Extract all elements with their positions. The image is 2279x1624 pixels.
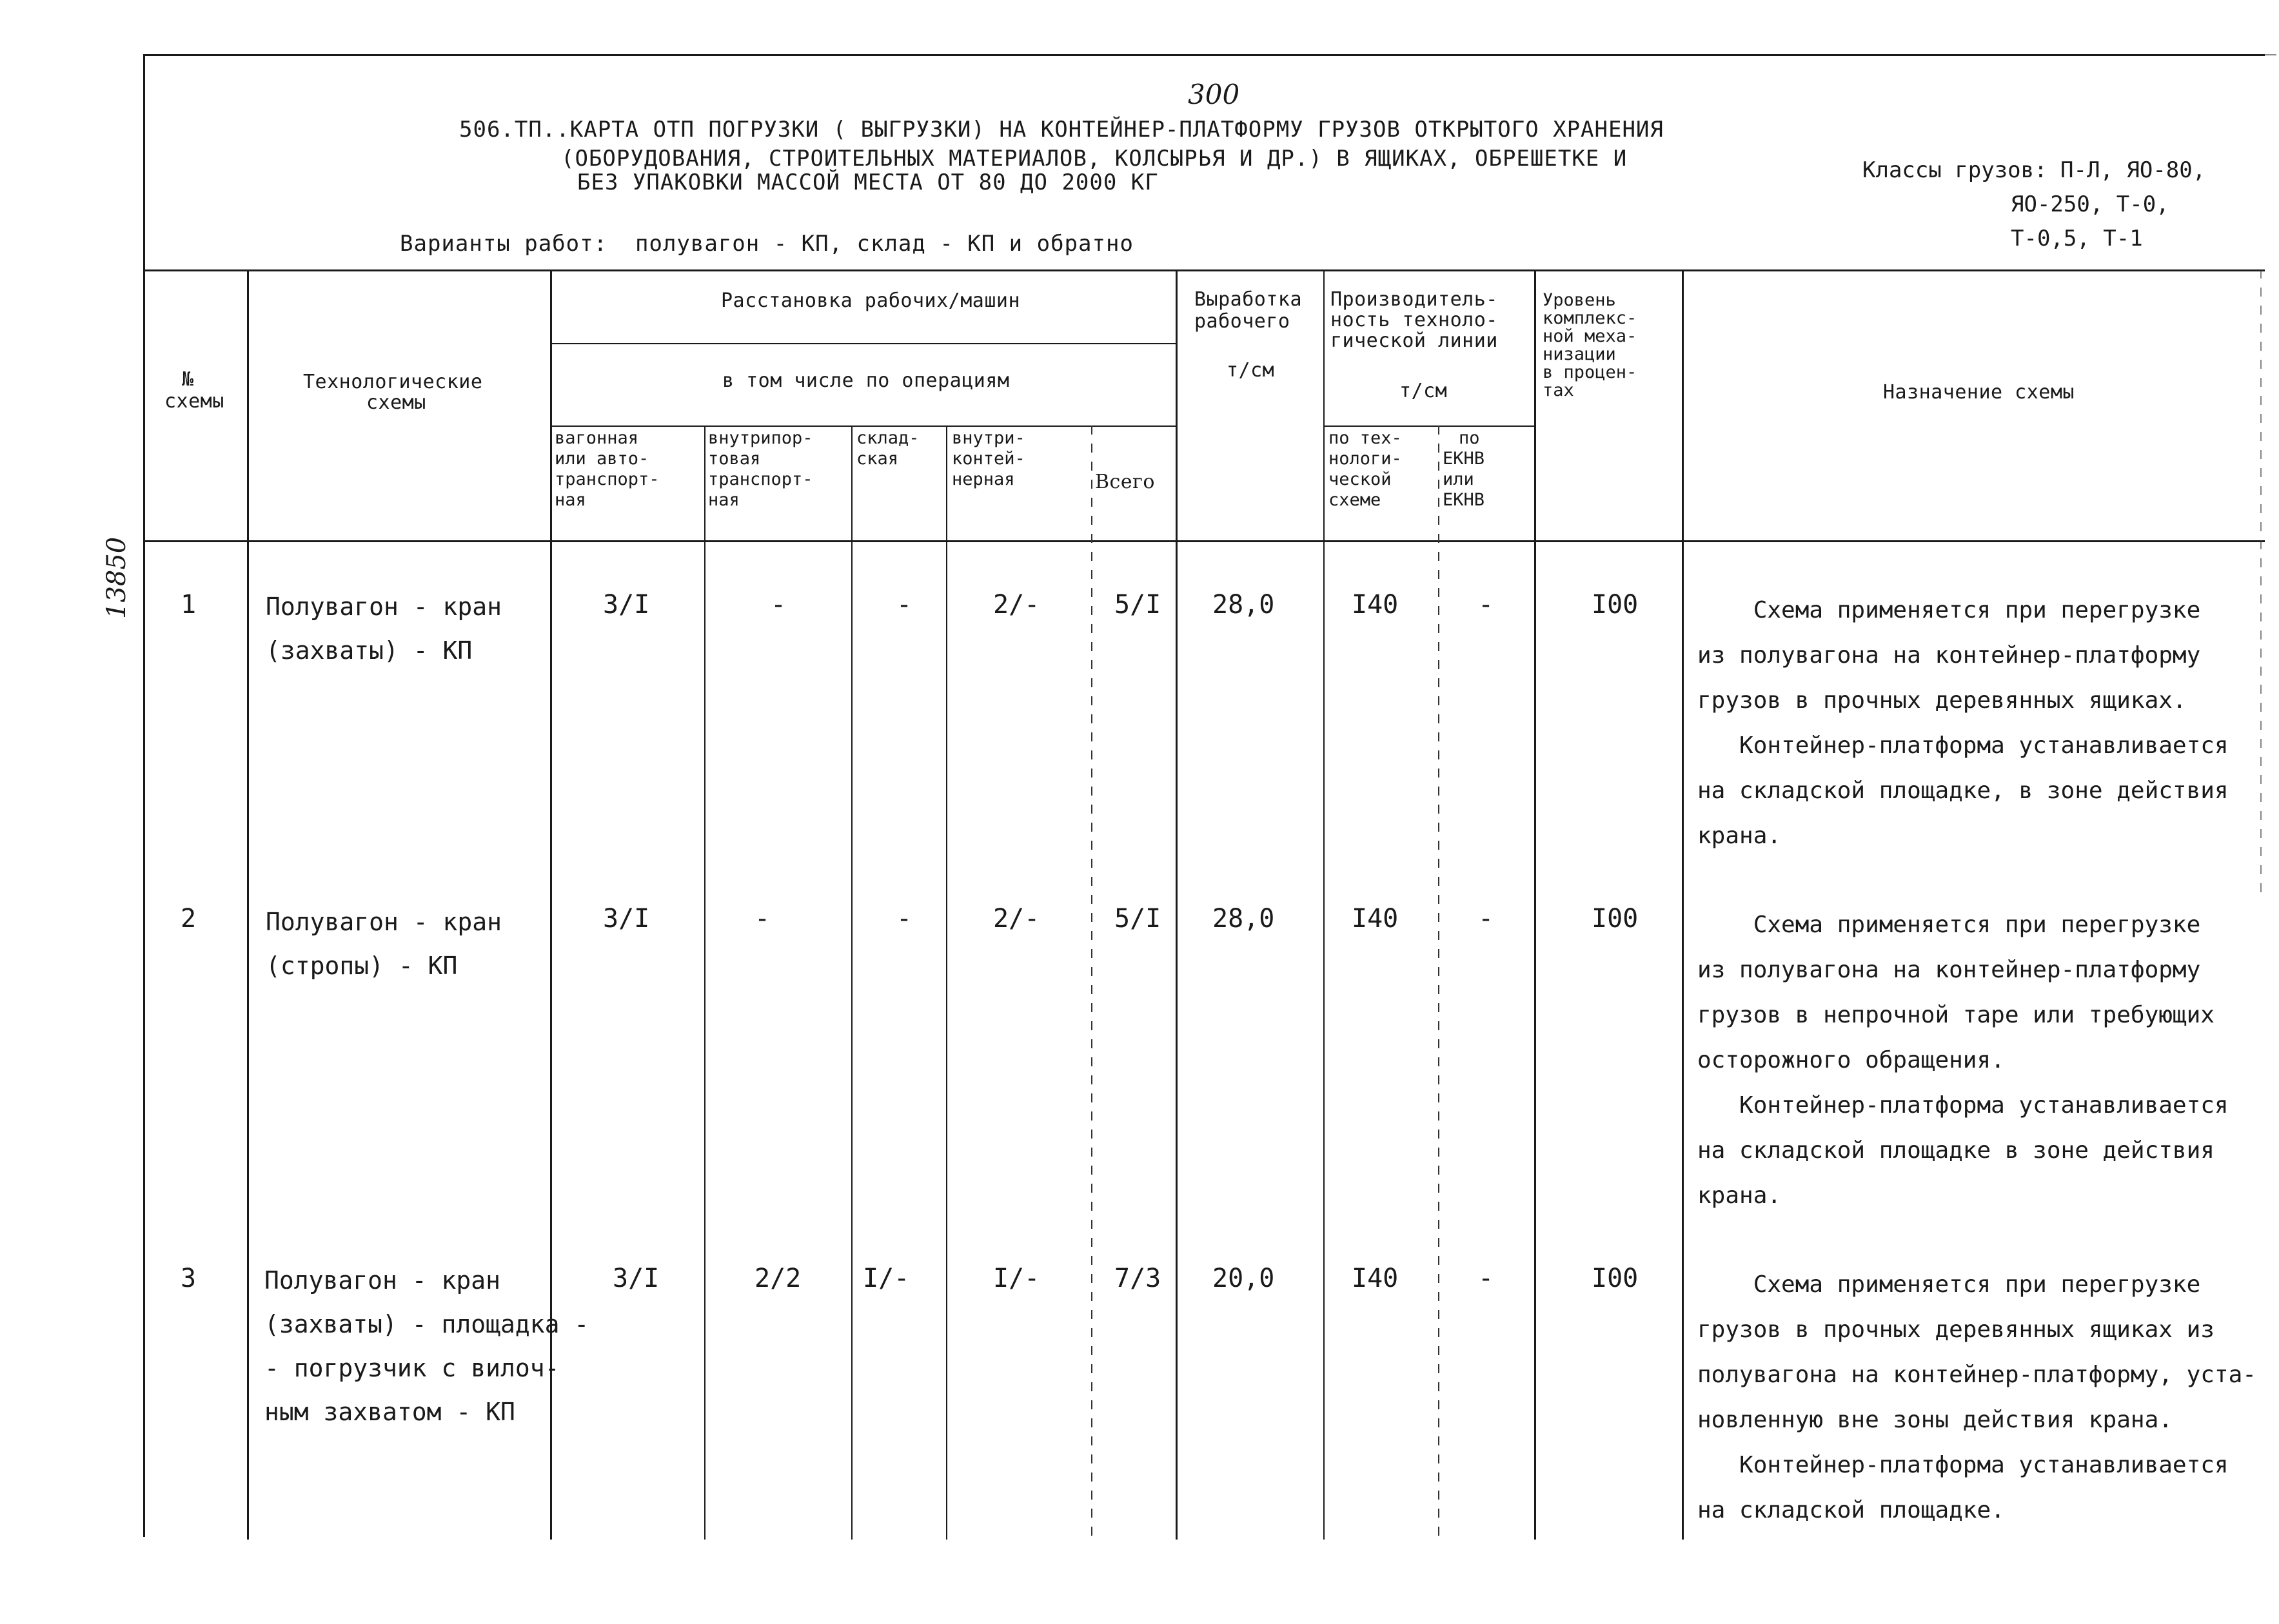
row3-sklad: I/- <box>863 1264 910 1293</box>
row1-kont: 2/- <box>993 590 1040 620</box>
top-border-tail <box>2147 54 2276 55</box>
col-line-11 <box>1682 269 1684 1540</box>
row1-prod-ekn: - <box>1478 590 1494 620</box>
row2-purpose-3: грузов в непрочной таре или требующих <box>1697 1002 2215 1028</box>
left-border <box>143 54 145 1537</box>
row2-purpose-5: Контейнер-платформа устанавливается <box>1697 1092 2229 1119</box>
page-number: 300 <box>1188 79 1240 110</box>
row1-port: - <box>771 590 787 620</box>
row2-mech: I00 <box>1592 904 1639 934</box>
hdr-output-1: Выработка <box>1194 288 1303 311</box>
hdr-op-port-1: внутрипор- <box>708 428 813 448</box>
row3-no: 3 <box>181 1264 197 1293</box>
title-line-2: (ОБОРУДОВАНИЯ, СТРОИТЕЛЬНЫХ МАТЕРИАЛОВ, КОЛСЫРЬЯ И ДР.) В ЯЩИКАХ, ОБРЕШЕТКЕ И <box>561 146 1628 171</box>
hdr-prod-ekn-3: или <box>1443 469 1474 489</box>
hdr-op-vagon-1: вагонная <box>555 428 639 448</box>
row2-purpose-4: осторожного обращения. <box>1697 1047 2005 1073</box>
header-bottom-border <box>143 540 2265 542</box>
row2-prod-tech: I40 <box>1352 904 1399 934</box>
row2-purpose-2: из полувагона на контейнер-платформу <box>1697 957 2201 983</box>
row3-purpose-1: Схема применяется при перегрузке <box>1697 1271 2201 1298</box>
row1-purpose-4: Контейнер-платформа устанавливается <box>1697 732 2229 759</box>
hdr-mech-3: ной меха- <box>1543 326 1637 346</box>
hdr-prod-tech-4: схеме <box>1328 490 1381 510</box>
row3-purpose-4: новленную вне зоны действия крана. <box>1697 1407 2173 1433</box>
hdr-mech-5: в процен- <box>1543 362 1637 382</box>
row3-purpose-3: полувагона на контейнер-платформу, уста- <box>1697 1362 2256 1388</box>
row1-prod-tech: I40 <box>1352 590 1399 620</box>
hdr-mech-2: комплекс- <box>1543 308 1637 328</box>
row2-no: 2 <box>181 904 197 934</box>
hdr-productivity-2: ность техноло- <box>1330 309 1498 331</box>
row3-purpose-5: Контейнер-платформа устанавливается <box>1697 1452 2229 1478</box>
hdr-scheme-no-sign: № <box>182 368 194 391</box>
row3-vagon: 3/I <box>613 1264 660 1293</box>
col-line-4 <box>851 426 853 1540</box>
row1-vagon: 3/I <box>603 590 650 620</box>
row1-purpose-1: Схема применяется при перегрузке <box>1697 597 2201 623</box>
hdr-mech-6: тах <box>1543 380 1574 400</box>
hdr-op-port-4: ная <box>708 490 740 510</box>
hdr-mech-1: Уровень <box>1543 290 1616 310</box>
col-line-3 <box>704 426 705 1540</box>
hdr-op-sklad-2: ская <box>856 449 899 469</box>
hdr-op-sklad-1: склад- <box>856 428 920 448</box>
hdr-op-port-3: транспорт- <box>708 469 813 489</box>
row3-scheme-4: ным захватом - КП <box>264 1398 515 1426</box>
row1-mech: I00 <box>1592 590 1639 620</box>
row1-purpose-3: грузов в прочных деревянных ящиках. <box>1697 687 2187 714</box>
hdr-op-port-2: товая <box>708 449 761 469</box>
row2-purpose-1: Схема применяется при перегрузке <box>1697 912 2201 938</box>
hdr-productivity-unit: т/см <box>1399 380 1448 402</box>
row2-prod-ekn: - <box>1478 904 1494 934</box>
hdr-prod-ekn-1: по <box>1459 428 1480 448</box>
row3-prod-tech: I40 <box>1352 1264 1399 1293</box>
hdr-prod-tech-1: по тех- <box>1328 428 1402 448</box>
row3-mech: I00 <box>1592 1264 1639 1293</box>
row3-port: 2/2 <box>755 1264 802 1293</box>
row3-kont: I/- <box>993 1264 1040 1293</box>
table-top-border <box>143 269 2265 271</box>
row3-scheme-1: Полувагон - кран <box>264 1266 501 1295</box>
hdr-prod-ekn-4: ЕКНВ <box>1443 490 1485 510</box>
cargo-classes-line-3: Т-0,5, Т-1 <box>2011 226 2143 251</box>
hdr-op-kont-3: нерная <box>952 469 1015 489</box>
row2-output: 28,0 <box>1212 904 1275 934</box>
hdr-prod-tech-3: ческой <box>1328 469 1392 489</box>
col-line-9 <box>1438 426 1439 1540</box>
row2-kont: 2/- <box>993 904 1040 934</box>
hdr-op-vagon-3: транспорт- <box>555 469 660 489</box>
title-line-1: 506.ТП..КАРТА ОТП ПОГРУЗКИ ( ВЫГРУЗКИ) НА КОНТЕЙНЕР-ПЛАТФОРМУ ГРУЗОВ ОТКРЫТОГО ХРАНЕНИЯ <box>459 117 1664 142</box>
prod-divider <box>1323 426 1534 427</box>
variants-value: полувагон - КП, склад - КП и обратно <box>635 231 1134 257</box>
col-line-8 <box>1323 269 1325 1540</box>
row1-scheme-2: (захваты) - КП <box>266 636 473 665</box>
right-dash <box>2260 269 2262 895</box>
top-border <box>143 54 2265 56</box>
title-line-3: БЕЗ УПАКОВКИ МАССОЙ МЕСТА ОТ 80 ДО 2000 КГ <box>577 170 1159 195</box>
row2-sklad: - <box>896 904 913 934</box>
hdr-tech-schemes-1: Технологические <box>303 371 483 393</box>
row2-scheme-1: Полувагон - кран <box>266 908 502 936</box>
hdr-op-vagon-2: или авто- <box>555 449 649 469</box>
ops-divider <box>550 426 1176 427</box>
hdr-prod-ekn-2: ЕКНВ <box>1443 449 1485 469</box>
row3-purpose-6: на складской площадке. <box>1697 1497 2005 1523</box>
hdr-productivity-3: гической линии <box>1330 329 1498 352</box>
hdr-productivity-1: Производитель- <box>1330 288 1498 311</box>
row1-output: 28,0 <box>1212 590 1275 620</box>
row3-scheme-3: - погрузчик с вилоч- <box>264 1354 560 1382</box>
row1-total: 5/I <box>1114 590 1161 620</box>
row3-output: 20,0 <box>1212 1264 1275 1293</box>
hdr-total: Всего <box>1095 471 1155 493</box>
row2-purpose-7: крана. <box>1697 1182 1782 1209</box>
col-line-5 <box>946 426 947 1540</box>
row1-purpose-6: крана. <box>1697 823 1782 849</box>
hdr-placement: Расстановка рабочих/машин <box>721 289 1021 312</box>
row1-sklad: - <box>896 590 913 620</box>
hdr-prod-tech-2: нологи- <box>1328 449 1402 469</box>
row1-purpose-5: на складской площадке, в зоне действия <box>1697 778 2229 804</box>
cargo-classes-line-1: Классы грузов: П-Л, ЯО-80, <box>1862 157 2206 183</box>
row2-total: 5/I <box>1114 904 1161 934</box>
cargo-classes-line-2: ЯО-250, Т-0, <box>2011 191 2169 217</box>
row2-port: - <box>755 904 771 934</box>
col-line-10 <box>1534 269 1536 1540</box>
row3-prod-ekn: - <box>1478 1264 1494 1293</box>
col-line-6 <box>1091 426 1092 1540</box>
row3-purpose-2: грузов в прочных деревянных ящиках из <box>1697 1316 2215 1343</box>
col-line-7 <box>1176 269 1178 1540</box>
variants-label: Варианты работ: <box>400 231 608 257</box>
row1-purpose-2: из полувагона на контейнер-платформу <box>1697 642 2201 669</box>
hdr-op-vagon-4: ная <box>555 490 586 510</box>
hdr-op-kont-2: контей- <box>952 449 1025 469</box>
side-note: 13850 <box>102 536 132 619</box>
col-line-1 <box>247 269 249 1540</box>
row3-scheme-2: (захваты) - площадка - <box>264 1310 589 1338</box>
hdr-op-kont-1: внутри- <box>952 428 1025 448</box>
hdr-scheme-no: схемы <box>164 390 224 413</box>
hdr-mech-4: низации <box>1543 344 1616 364</box>
hdr-output-unit: т/см <box>1227 359 1275 382</box>
row1-scheme-1: Полувагон - кран <box>266 592 502 621</box>
hdr-output-2: рабочего <box>1194 310 1290 333</box>
row1-no: 1 <box>181 590 197 620</box>
hdr-by-operations: в том числе по операциям <box>722 369 1010 392</box>
placement-divider <box>550 343 1176 344</box>
row2-purpose-6: на складской площадке в зоне действия <box>1697 1137 2215 1164</box>
hdr-tech-schemes-2: схемы <box>366 391 426 414</box>
row2-vagon: 3/I <box>603 904 650 934</box>
hdr-purpose: Назначение схемы <box>1883 381 2075 404</box>
row2-scheme-2: (стропы) - КП <box>266 952 458 980</box>
row3-total: 7/3 <box>1114 1264 1161 1293</box>
